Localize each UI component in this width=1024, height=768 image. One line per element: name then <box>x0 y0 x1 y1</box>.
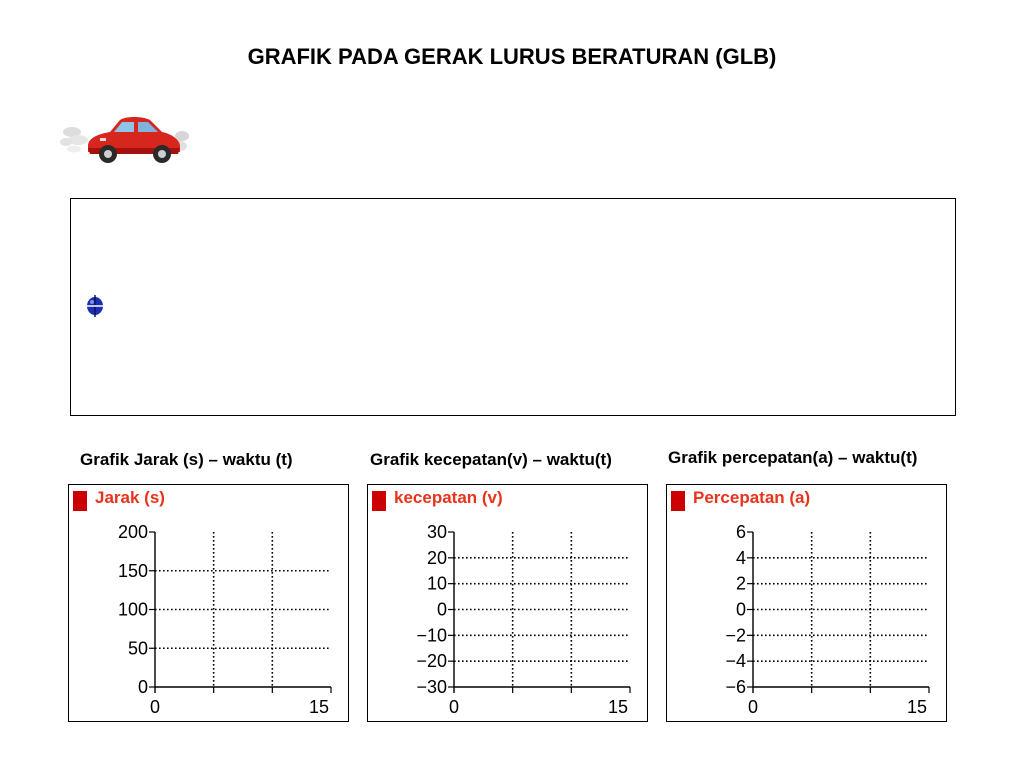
blue-ball-icon[interactable] <box>85 295 105 317</box>
x-tick-label: 0 <box>747 697 759 717</box>
graph-panel-jarak <box>68 484 349 722</box>
legend-swatch <box>372 491 386 511</box>
graph-panel-percepatan <box>666 484 947 722</box>
y-tick-label: 4 <box>735 547 746 568</box>
car-icon <box>58 112 192 168</box>
animation-area <box>70 198 956 416</box>
y-tick-label: 50 <box>127 638 148 659</box>
y-tick-label: −20 <box>416 651 447 672</box>
graph-panel-kecepatan <box>367 484 648 722</box>
x-tick-label: 15 <box>607 697 628 717</box>
y-tick-label: 0 <box>436 599 447 620</box>
y-tick-label: −4 <box>725 651 746 672</box>
x-tick-label: 15 <box>906 697 927 717</box>
y-tick-label: −6 <box>725 677 746 697</box>
legend-label: Jarak (s) <box>95 488 165 507</box>
y-tick-label: −2 <box>725 625 746 646</box>
x-tick-label: 0 <box>149 697 161 717</box>
chart-jarak <box>69 521 348 721</box>
graph-title-percepatan: Grafik percepatan(a) – waktu(t) <box>668 448 918 467</box>
graph-title-jarak: Grafik Jarak (s) – waktu (t) <box>80 450 293 469</box>
y-tick-label: 2 <box>735 573 746 594</box>
y-tick-label: 100 <box>117 599 148 620</box>
graph-title-kecepatan: Grafik kecepatan(v) – waktu(t) <box>370 450 612 469</box>
page-title: GRAFIK PADA GERAK LURUS BERATURAN (GLB) <box>247 44 777 69</box>
chart-kecepatan <box>368 521 647 721</box>
legend-swatch <box>73 491 87 511</box>
y-tick-label: −10 <box>416 625 447 646</box>
x-tick-label: 0 <box>448 697 460 717</box>
y-tick-label: 6 <box>735 522 746 542</box>
y-tick-label: 30 <box>426 522 447 542</box>
y-tick-label: 10 <box>426 573 447 594</box>
y-tick-label: −30 <box>416 677 447 697</box>
legend-label: Percepatan (a) <box>693 488 811 507</box>
legend-label: kecepatan (v) <box>394 488 503 507</box>
x-tick-label: 15 <box>308 697 329 717</box>
y-tick-label: 150 <box>117 560 148 581</box>
y-tick-label: 20 <box>426 547 447 568</box>
chart-percepatan <box>667 521 946 721</box>
legend-swatch <box>671 491 685 511</box>
y-tick-label: 0 <box>735 599 746 620</box>
y-tick-label: 0 <box>137 677 148 697</box>
y-tick-label: 200 <box>117 522 148 542</box>
